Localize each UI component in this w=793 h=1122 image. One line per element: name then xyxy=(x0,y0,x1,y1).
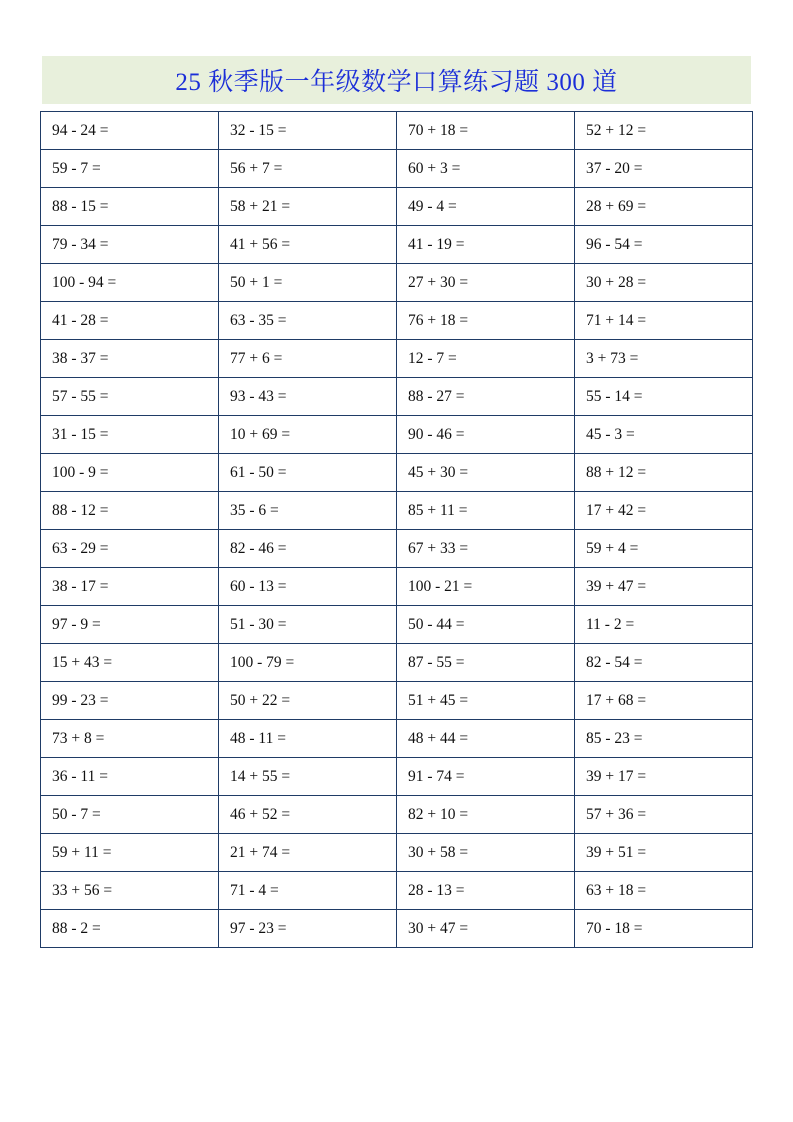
problem-cell: 100 - 79 = xyxy=(219,644,397,682)
problem-cell: 60 + 3 = xyxy=(397,150,575,188)
problem-cell: 38 - 37 = xyxy=(41,340,219,378)
table-row xyxy=(41,530,753,568)
problem-cell: 39 + 47 = xyxy=(575,568,753,606)
problem-cell: 56 + 7 = xyxy=(219,150,397,188)
problem-cell: 97 - 9 = xyxy=(41,606,219,644)
problem-cell: 11 - 2 = xyxy=(575,606,753,644)
problem-cell: 28 - 13 = xyxy=(397,872,575,910)
problem-cell: 50 - 44 = xyxy=(397,606,575,644)
table-row xyxy=(41,796,753,834)
problem-cell: 71 + 14 = xyxy=(575,302,753,340)
problem-cell: 88 - 2 = xyxy=(41,910,219,948)
problem-cell: 93 - 43 = xyxy=(219,378,397,416)
problem-cell: 46 + 52 = xyxy=(219,796,397,834)
problem-cell: 15 + 43 = xyxy=(41,644,219,682)
problem-cell: 27 + 30 = xyxy=(397,264,575,302)
problem-cell: 38 - 17 = xyxy=(41,568,219,606)
problem-cell: 60 - 13 = xyxy=(219,568,397,606)
problem-cell: 57 - 55 = xyxy=(41,378,219,416)
problem-cell: 30 + 58 = xyxy=(397,834,575,872)
problem-cell: 45 + 30 = xyxy=(397,454,575,492)
problem-cell: 63 - 35 = xyxy=(219,302,397,340)
problem-cell: 41 + 56 = xyxy=(219,226,397,264)
problem-cell: 100 - 9 = xyxy=(41,454,219,492)
problem-cell: 96 - 54 = xyxy=(575,226,753,264)
problem-cell: 55 - 14 = xyxy=(575,378,753,416)
problem-cell: 97 - 23 = xyxy=(219,910,397,948)
problem-cell: 31 - 15 = xyxy=(41,416,219,454)
problem-cell: 59 + 4 = xyxy=(575,530,753,568)
problem-cell: 76 + 18 = xyxy=(397,302,575,340)
table-row xyxy=(41,872,753,910)
table-row xyxy=(41,758,753,796)
problem-cell: 17 + 68 = xyxy=(575,682,753,720)
problem-cell: 90 - 46 = xyxy=(397,416,575,454)
table-row xyxy=(41,150,753,188)
problem-cell: 58 + 21 = xyxy=(219,188,397,226)
table-row xyxy=(41,720,753,758)
table-row xyxy=(41,834,753,872)
table-row xyxy=(41,568,753,606)
problem-cell: 82 - 46 = xyxy=(219,530,397,568)
problems-table xyxy=(40,111,753,948)
problem-cell: 41 - 28 = xyxy=(41,302,219,340)
problem-cell: 63 + 18 = xyxy=(575,872,753,910)
problem-cell: 12 - 7 = xyxy=(397,340,575,378)
problem-cell: 52 + 12 = xyxy=(575,112,753,150)
table-row xyxy=(41,226,753,264)
problem-cell: 61 - 50 = xyxy=(219,454,397,492)
problem-cell: 79 - 34 = xyxy=(41,226,219,264)
problem-cell: 48 - 11 = xyxy=(219,720,397,758)
problem-cell: 71 - 4 = xyxy=(219,872,397,910)
problem-cell: 39 + 17 = xyxy=(575,758,753,796)
problem-cell: 45 - 3 = xyxy=(575,416,753,454)
table-row xyxy=(41,910,753,948)
problem-cell: 33 + 56 = xyxy=(41,872,219,910)
problem-cell: 10 + 69 = xyxy=(219,416,397,454)
table-row xyxy=(41,188,753,226)
problem-cell: 39 + 51 = xyxy=(575,834,753,872)
problem-cell: 51 + 45 = xyxy=(397,682,575,720)
problem-cell: 59 + 11 = xyxy=(41,834,219,872)
problem-cell: 28 + 69 = xyxy=(575,188,753,226)
table-row xyxy=(41,416,753,454)
problem-cell: 94 - 24 = xyxy=(41,112,219,150)
problem-cell: 3 + 73 = xyxy=(575,340,753,378)
problem-cell: 82 - 54 = xyxy=(575,644,753,682)
table-row xyxy=(41,378,753,416)
table-row xyxy=(41,644,753,682)
problem-cell: 32 - 15 = xyxy=(219,112,397,150)
problem-cell: 70 + 18 = xyxy=(397,112,575,150)
page-title-bar xyxy=(42,56,751,104)
problem-cell: 77 + 6 = xyxy=(219,340,397,378)
problem-cell: 87 - 55 = xyxy=(397,644,575,682)
table-row xyxy=(41,112,753,150)
problem-cell: 63 - 29 = xyxy=(41,530,219,568)
problem-cell: 100 - 21 = xyxy=(397,568,575,606)
problem-cell: 17 + 42 = xyxy=(575,492,753,530)
problem-cell: 57 + 36 = xyxy=(575,796,753,834)
problem-cell: 37 - 20 = xyxy=(575,150,753,188)
problem-cell: 35 - 6 = xyxy=(219,492,397,530)
problem-cell: 14 + 55 = xyxy=(219,758,397,796)
problem-cell: 41 - 19 = xyxy=(397,226,575,264)
table-row xyxy=(41,302,753,340)
problem-cell: 88 - 27 = xyxy=(397,378,575,416)
problem-cell: 50 + 22 = xyxy=(219,682,397,720)
problem-cell: 36 - 11 = xyxy=(41,758,219,796)
problem-cell: 30 + 28 = xyxy=(575,264,753,302)
problem-cell: 85 - 23 = xyxy=(575,720,753,758)
problem-cell: 48 + 44 = xyxy=(397,720,575,758)
problem-cell: 50 - 7 = xyxy=(41,796,219,834)
table-row xyxy=(41,492,753,530)
table-row xyxy=(41,340,753,378)
problem-cell: 100 - 94 = xyxy=(41,264,219,302)
problem-cell: 85 + 11 = xyxy=(397,492,575,530)
problem-cell: 67 + 33 = xyxy=(397,530,575,568)
problem-cell: 88 - 12 = xyxy=(41,492,219,530)
table-row xyxy=(41,682,753,720)
problem-cell: 30 + 47 = xyxy=(397,910,575,948)
problem-cell: 51 - 30 = xyxy=(219,606,397,644)
problem-cell: 91 - 74 = xyxy=(397,758,575,796)
table-row xyxy=(41,454,753,492)
problem-cell: 99 - 23 = xyxy=(41,682,219,720)
problem-cell: 88 - 15 = xyxy=(41,188,219,226)
problem-cell: 21 + 74 = xyxy=(219,834,397,872)
problem-cell: 59 - 7 = xyxy=(41,150,219,188)
problem-cell: 82 + 10 = xyxy=(397,796,575,834)
page-title: 25 秋季版一年级数学口算练习题 300 道 xyxy=(175,69,618,96)
problems-table-body xyxy=(41,112,753,948)
table-row xyxy=(41,264,753,302)
problem-cell: 88 + 12 = xyxy=(575,454,753,492)
problem-cell: 70 - 18 = xyxy=(575,910,753,948)
table-row xyxy=(41,606,753,644)
problem-cell: 50 + 1 = xyxy=(219,264,397,302)
problem-cell: 73 + 8 = xyxy=(41,720,219,758)
problem-cell: 49 - 4 = xyxy=(397,188,575,226)
